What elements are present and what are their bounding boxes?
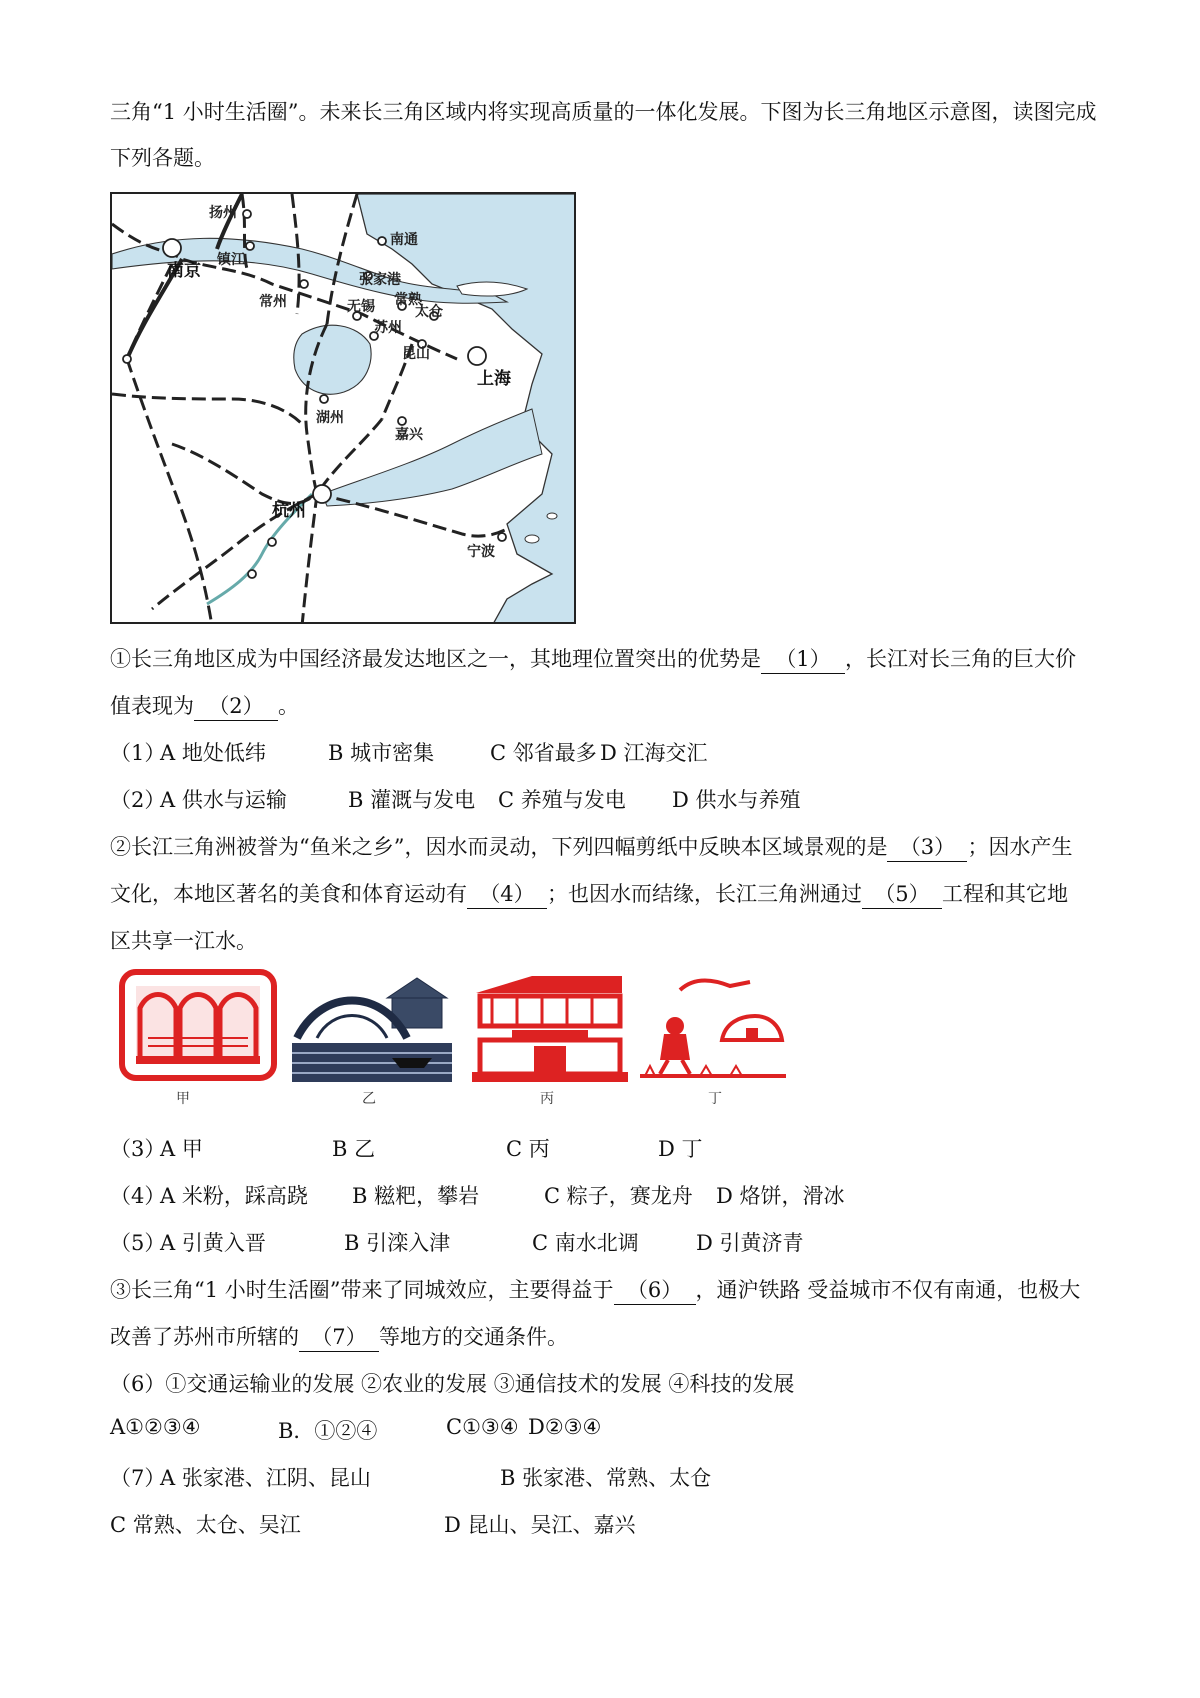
caption-jia: 甲 [176,1091,190,1107]
caption-bing: 丙 [540,1091,554,1107]
option-3b[interactable]: B 乙 [332,1137,376,1161]
q3-option-6-line: （6）①交通运输业的发展 ②农业的发展 ③通信技术的发展 ④科技的发展 [110,1372,795,1396]
label-hangzhou: 杭州 [272,501,306,521]
option-num: （7） [110,1466,166,1490]
q1-stem-text-c: 值表现为 [110,694,194,718]
q2-stem-text-b: ；因水产生 [967,835,1073,859]
option-7d[interactable]: D 昆山、吴江、嘉兴 [444,1513,636,1537]
papercut-yi [292,968,452,1082]
label-shanghai: 上海 [477,369,511,389]
option-3a[interactable]: A 甲 [160,1137,203,1161]
option-2a[interactable]: A 供水与运输 [160,788,287,812]
answer-blank-1[interactable]: （1） [761,643,845,674]
hangzhou-bay [322,409,542,506]
q3-stem-text-c: 改善了苏州市所辖的 [110,1325,299,1349]
intro-line-2: 下列各题。 [110,146,215,170]
option-2b[interactable]: B 灌溉与发电 [348,788,476,812]
option-6c[interactable]: C①③④ [446,1415,519,1439]
label-yangzhou: 扬州 [209,205,237,221]
caption-yi: 乙 [362,1091,376,1107]
option-num: （1） [110,741,166,765]
label-suzhou: 苏州 [374,320,402,336]
answer-blank-7[interactable]: （7） [299,1321,379,1352]
option-1d[interactable]: D 江海交汇 [600,741,708,765]
label-zhenjiang: 镇江 [217,252,245,268]
option-4c[interactable]: C 粽子，赛龙舟 [544,1184,693,1208]
option-6d[interactable]: D②③④ [528,1415,602,1439]
option-4b[interactable]: B 糍粑，攀岩 [352,1184,480,1208]
label-taicang: 太仓 [415,304,443,320]
label-nanjing: 南京 [167,261,201,281]
label-kunshan: 昆山 [402,346,430,362]
map-svg [112,194,576,624]
answer-blank-2[interactable]: （2） [194,690,278,721]
q2-stem-line-2 [110,878,1068,909]
option-num: （5） [110,1231,166,1255]
q3-stem-line-2 [110,1321,568,1352]
q2-stem-line-3: 区共享一江水。 [110,929,257,953]
option-num: （3） [110,1137,166,1161]
q2-stem-text-e: 工程和其它地 [942,882,1068,906]
option-num: （2） [110,788,166,812]
intro-line-1: 三角“1 小时生活圈”。未来长三角区域内将实现高质量的一体化发展。下图为长三角地区示意图，读图完成 [110,100,1097,124]
option-7a[interactable]: A 张家港、江阴、昆山 [160,1466,371,1490]
label-ningbo: 宁波 [467,544,495,560]
q3-stem-line-1 [110,1274,1080,1305]
island [525,535,539,543]
option-5d[interactable]: D 引黄济青 [696,1231,804,1255]
q3-stem-text: ③长三角“1 小时生活圈”带来了同城效应，主要得益于 [110,1278,614,1302]
option-3c[interactable]: C 丙 [506,1137,550,1161]
papercut-jia [118,968,278,1082]
answer-blank-6[interactable]: （6） [614,1274,696,1305]
option-3d[interactable]: D 丁 [658,1137,703,1161]
option-6b[interactable]: B．①②④ [278,1419,378,1443]
option-7c[interactable]: C 常熟、太仓、吴江 [110,1513,301,1537]
q1-stem-line-2 [110,690,299,721]
island [547,513,557,519]
q3-stem-text-d: 等地方的交通条件。 [379,1325,568,1349]
q1-stem-line-1 [110,643,1076,674]
option-4d[interactable]: D 烙饼，滑冰 [716,1184,845,1208]
option-num: （4） [110,1184,166,1208]
q1-stem-text-d: 。 [278,694,299,718]
label-changshu: 常熟 [394,292,422,308]
papercut-bing [472,968,628,1082]
q2-stem-text-c: 文化，本地区著名的美食和体育运动有 [110,882,467,906]
option-2d[interactable]: D 供水与养殖 [672,788,801,812]
yangtze-delta-map [110,192,576,624]
answer-blank-5[interactable]: （5） [862,878,942,909]
q1-stem-text: ①长三角地区成为中国经济最发达地区之一，其地理位置突出的优势是 [110,647,761,671]
option-4a[interactable]: A 米粉，踩高跷 [160,1184,308,1208]
papercut-ding [640,968,786,1082]
q2-stem-line-1 [110,831,1072,862]
label-jiaxing: 嘉兴 [395,427,423,443]
taihu-lake [294,325,371,394]
option-5c[interactable]: C 南水北调 [532,1231,639,1255]
label-huzhou: 湖州 [316,410,344,426]
option-5a[interactable]: A 引黄入晋 [160,1231,266,1255]
q2-stem-text-d: ；也因水而结缘，长江三角洲通过 [547,882,862,906]
label-nantong: 南通 [390,232,418,248]
option-1a[interactable]: A 地处低纬 [160,741,266,765]
q3-stem-text-b: ，通沪铁路 受益城市不仅有南通，也极大 [695,1278,1081,1302]
caption-ding: 丁 [708,1091,722,1107]
q1-stem-text-b: ，长江对长三角的巨大价 [845,647,1076,671]
label-zhangjiagang: 张家港 [359,272,401,288]
answer-blank-3[interactable]: （3） [887,831,967,862]
label-wuxi: 无锡 [347,299,375,315]
label-changzhou: 常州 [259,294,287,310]
option-6a[interactable]: A①②③④ [110,1415,201,1439]
option-7b[interactable]: B 张家港、常熟、太仓 [500,1466,712,1490]
answer-blank-4[interactable]: （4） [467,878,547,909]
option-2c[interactable]: C 养殖与发电 [498,788,626,812]
option-1b[interactable]: B 城市密集 [328,741,435,765]
option-1c[interactable]: C 邻省最多 [490,741,597,765]
q2-stem-text: ②长江三角洲被誉为“鱼米之乡”，因水而灵动，下列四幅剪纸中反映本区域景观的是 [110,835,888,859]
option-5b[interactable]: B 引滦入津 [344,1231,451,1255]
